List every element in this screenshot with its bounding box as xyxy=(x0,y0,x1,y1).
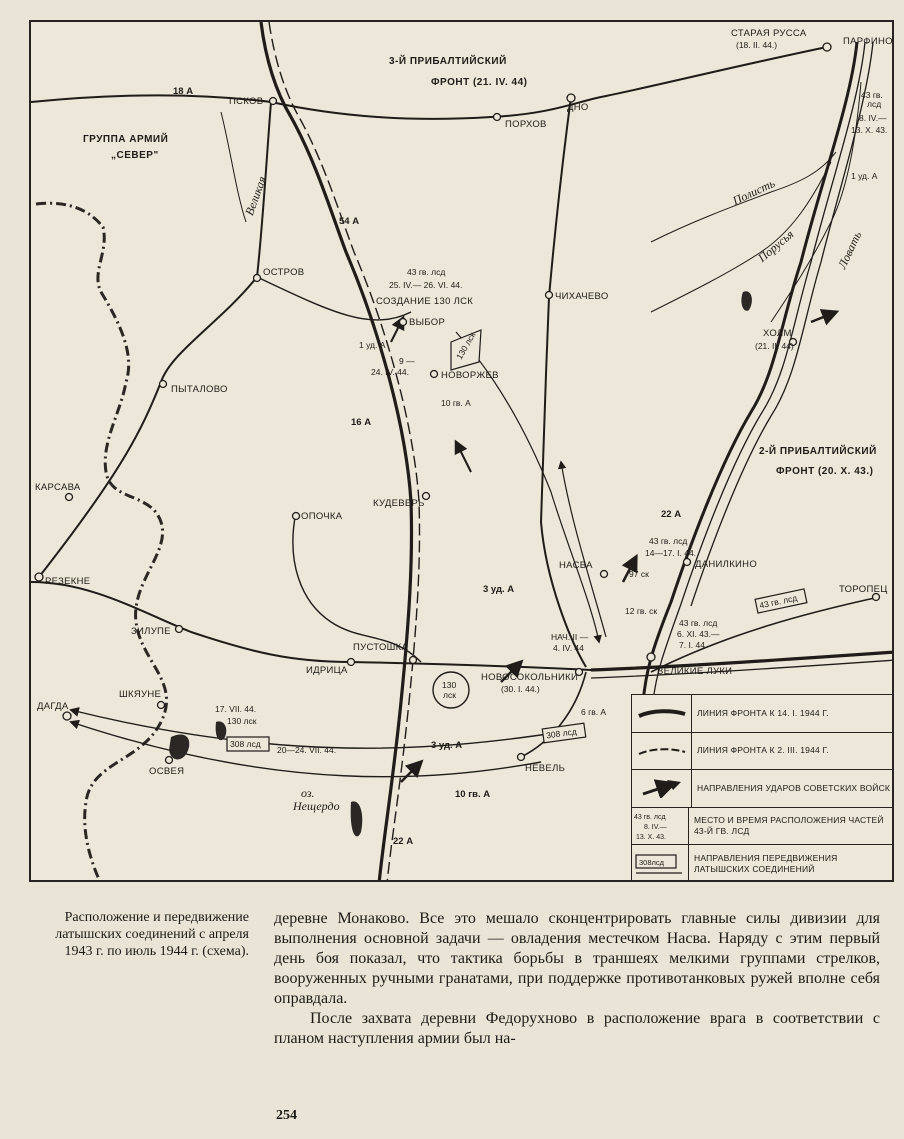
svg-text:130: 130 xyxy=(442,680,457,690)
city-nevel: НЕВЕЛЬ xyxy=(525,763,566,774)
svg-text:(30. I. 44.): (30. I. 44.) xyxy=(501,684,540,694)
city-novosokolniki: НОВОСОКОЛЬНИКИ xyxy=(481,672,579,683)
city-vybor: ВЫБОР xyxy=(409,317,446,328)
svg-text:Порусья: Порусья xyxy=(755,226,797,265)
state-border xyxy=(36,203,167,882)
svg-text:308лсд: 308лсд xyxy=(639,858,665,868)
svg-text:7. I. 44.: 7. I. 44. xyxy=(679,640,708,650)
city-porkhov: ПОРХОВ xyxy=(505,119,547,130)
svg-text:Полисть: Полисть xyxy=(730,175,778,208)
svg-text:СОЗДАНИЕ 130 ЛСК: СОЗДАНИЕ 130 ЛСК xyxy=(376,296,474,307)
city-parfino: ПАРФИНО xyxy=(843,36,893,47)
svg-text:ФРОНТ (21. IV. 44): ФРОНТ (21. IV. 44) xyxy=(431,77,528,88)
svg-text:25. IV.— 26. VI. 44.: 25. IV.— 26. VI. 44. xyxy=(389,280,463,290)
legend-label: МЕСТО И ВРЕМЯ РАСПОЛОЖЕНИЯ ЧАСТЕЙ 43-Й ГВ. ЛСД xyxy=(694,815,884,837)
paragraph: После захвата деревни Федорухново в расположение врага в соответствии с планом наступления армии был на- xyxy=(274,1010,880,1047)
city-dagda: ДАГДА xyxy=(37,701,69,712)
flag-308-a xyxy=(227,737,269,751)
city-danilkino: ДАНИЛКИНО xyxy=(695,559,758,570)
legend-row xyxy=(632,733,894,771)
map-caption: Расположение и передвижение латышских соединений с апреля 1943 г. по июль 1944 г. (схема). xyxy=(55,910,249,959)
svg-text:лсд: лсд xyxy=(867,99,882,109)
flag-43-gv xyxy=(755,589,807,613)
flag-308-b xyxy=(542,723,586,743)
city-zilupe: ЗИЛУПЕ xyxy=(131,626,171,637)
city-kudever: КУДЕВЕРЬ xyxy=(373,498,425,509)
front-line-jan-icon xyxy=(632,695,692,732)
city-nasva: НАСВА xyxy=(559,560,593,571)
legend xyxy=(631,694,894,882)
svg-text:(21. II. 44): (21. II. 44) xyxy=(755,341,794,351)
legend-label: НАПРАВЛЕНИЯ УДАРОВ СОВЕТСКИХ ВОЙСК xyxy=(697,782,891,793)
body-text xyxy=(274,909,880,1049)
svg-text:308 лсд: 308 лсд xyxy=(545,726,578,741)
city-chikhachevo: ЧИХАЧЕВО xyxy=(555,291,609,302)
svg-text:1 уд. А: 1 уд. А xyxy=(359,340,386,350)
legend-row xyxy=(632,845,894,882)
svg-text:43 гв. лсд: 43 гв. лсд xyxy=(634,814,666,822)
city-pskov: ПСКОВ xyxy=(229,96,264,107)
city-toropets: ТОРОПЕЦ xyxy=(839,584,888,595)
svg-text:97 ск: 97 ск xyxy=(629,569,649,579)
svg-text:НАЧ. II —: НАЧ. II — xyxy=(551,632,589,642)
svg-text:43 гв.: 43 гв. xyxy=(861,90,883,100)
svg-text:3 уд. А: 3 уд. А xyxy=(483,584,515,595)
city-velikie-luki: ВЕЛИКИЕ ЛУКИ xyxy=(657,666,733,677)
svg-text:(18. II. 44.): (18. II. 44.) xyxy=(736,40,778,50)
legend-label: ЛИНИЯ ФРОНТА К 14. I. 1944 Г. xyxy=(697,707,829,718)
city-pytalovo: ПЫТАЛОВО xyxy=(171,384,228,395)
svg-text:130 лск: 130 лск xyxy=(454,330,478,362)
city-osveya: ОСВЕЯ xyxy=(149,766,185,777)
svg-text:16 А: 16 А xyxy=(351,417,372,428)
city-ostrov: ОСТРОВ xyxy=(263,267,305,278)
svg-text:1 уд. А: 1 уд. А xyxy=(851,171,878,181)
city-kholm: ХОЛМ xyxy=(763,328,792,339)
city-staraya-russa: СТАРАЯ РУССА xyxy=(731,28,807,39)
svg-text:6 гв. А: 6 гв. А xyxy=(581,707,607,717)
paragraph: деревне Монаково. Все это мешало сконцентрировать главные силы дивизии для выполнения основной задачи — овладения местечком Насва. Наряду с этим первый день боя показал, что тактика борьбы в траншеях мелкими группами стрелков, вооруженных ручными гранатами, при поддержке противотанковых ружей вполне себя оправдала. xyxy=(274,910,880,1007)
unit-circle-130 xyxy=(433,672,469,708)
legend-row xyxy=(632,695,894,733)
svg-text:22 А: 22 А xyxy=(661,509,682,520)
svg-text:17. VII. 44.: 17. VII. 44. xyxy=(215,704,257,714)
svg-text:18 А: 18 А xyxy=(173,86,194,97)
svg-text:ФРОНТ (20. X. 43.): ФРОНТ (20. X. 43.) xyxy=(776,466,874,477)
svg-text:8. IV.—: 8. IV.— xyxy=(644,824,667,832)
svg-text:13. X. 43.: 13. X. 43. xyxy=(636,834,666,842)
city-novorzhev: НОВОРЖЕВ xyxy=(441,370,499,381)
svg-text:130 лск: 130 лск xyxy=(227,716,257,726)
map xyxy=(29,20,894,882)
city-karsava: КАРСАВА xyxy=(35,482,81,493)
unit-location-icon xyxy=(632,808,689,845)
flag-130-lsk xyxy=(451,330,481,370)
legend-label: НАПРАВЛЕНИЯ ПЕРЕДВИЖЕНИЯ ЛАТЫШСКИХ СОЕДИНЕНИЙ xyxy=(694,853,838,875)
svg-text:24. IV. 44.: 24. IV. 44. xyxy=(371,367,409,377)
soviet-strike-arrow-icon xyxy=(632,770,692,807)
legend-row xyxy=(632,770,894,808)
svg-text:4. IV. 44: 4. IV. 44 xyxy=(553,643,584,653)
svg-text:6. XI. 43.—: 6. XI. 43.— xyxy=(677,629,720,639)
svg-text:54 А: 54 А xyxy=(339,216,360,227)
svg-text:3 уд. А: 3 уд. А xyxy=(431,740,463,751)
svg-text:308 лсд: 308 лсд xyxy=(230,739,261,749)
svg-text:„СЕВЕР": „СЕВЕР" xyxy=(111,150,159,161)
svg-text:Нещердо: Нещердо xyxy=(293,799,340,813)
svg-text:14—17. I. 44.: 14—17. I. 44. xyxy=(645,548,697,558)
city-opochka: ОПОЧКА xyxy=(301,511,343,522)
svg-text:43 гв. лсд: 43 гв. лсд xyxy=(758,592,799,611)
svg-text:лск: лск xyxy=(443,690,456,700)
page-number: 254 xyxy=(276,1108,297,1123)
svg-text:43 гв. лсд: 43 гв. лсд xyxy=(679,618,718,628)
legend-row xyxy=(632,808,894,846)
svg-text:12 гв. ск: 12 гв. ск xyxy=(625,606,658,616)
city-idritsa: ИДРИЦА xyxy=(306,665,348,676)
svg-text:10 гв. А: 10 гв. А xyxy=(441,398,471,408)
svg-text:2-Й ПРИБАЛТИЙСКИЙ: 2-Й ПРИБАЛТИЙСКИЙ xyxy=(759,446,877,457)
svg-text:ГРУППА АРМИЙ: ГРУППА АРМИЙ xyxy=(83,134,169,145)
latvian-movement-icon xyxy=(632,845,689,882)
city-dno: ДНО xyxy=(567,102,589,113)
svg-text:оз.: оз. xyxy=(301,786,315,800)
svg-text:9 —: 9 — xyxy=(399,356,415,366)
city-shkyaune: ШКЯУНЕ xyxy=(119,689,162,700)
city-rezekne: РЕЗЕКНЕ xyxy=(45,576,91,587)
legend-label: ЛИНИЯ ФРОНТА К 2. III. 1944 Г. xyxy=(697,745,829,756)
svg-text:Великая: Великая xyxy=(242,174,270,218)
svg-text:20—24. VII. 44.: 20—24. VII. 44. xyxy=(277,745,337,755)
svg-text:43 гв. лсд: 43 гв. лсд xyxy=(649,536,688,546)
svg-text:10 гв. А: 10 гв. А xyxy=(455,789,491,800)
svg-text:3-Й ПРИБАЛТИЙСКИЙ: 3-Й ПРИБАЛТИЙСКИЙ xyxy=(389,56,507,67)
svg-text:13. X. 43.: 13. X. 43. xyxy=(851,125,888,135)
svg-text:8. IV.—: 8. IV.— xyxy=(859,113,887,123)
front-line-mar-icon xyxy=(632,733,692,770)
city-pustoshka: ПУСТОШКА xyxy=(353,642,409,653)
svg-text:43 гв. лсд: 43 гв. лсд xyxy=(407,267,446,277)
svg-text:Ловать: Ловать xyxy=(834,229,865,271)
svg-text:22 А: 22 А xyxy=(393,836,414,847)
